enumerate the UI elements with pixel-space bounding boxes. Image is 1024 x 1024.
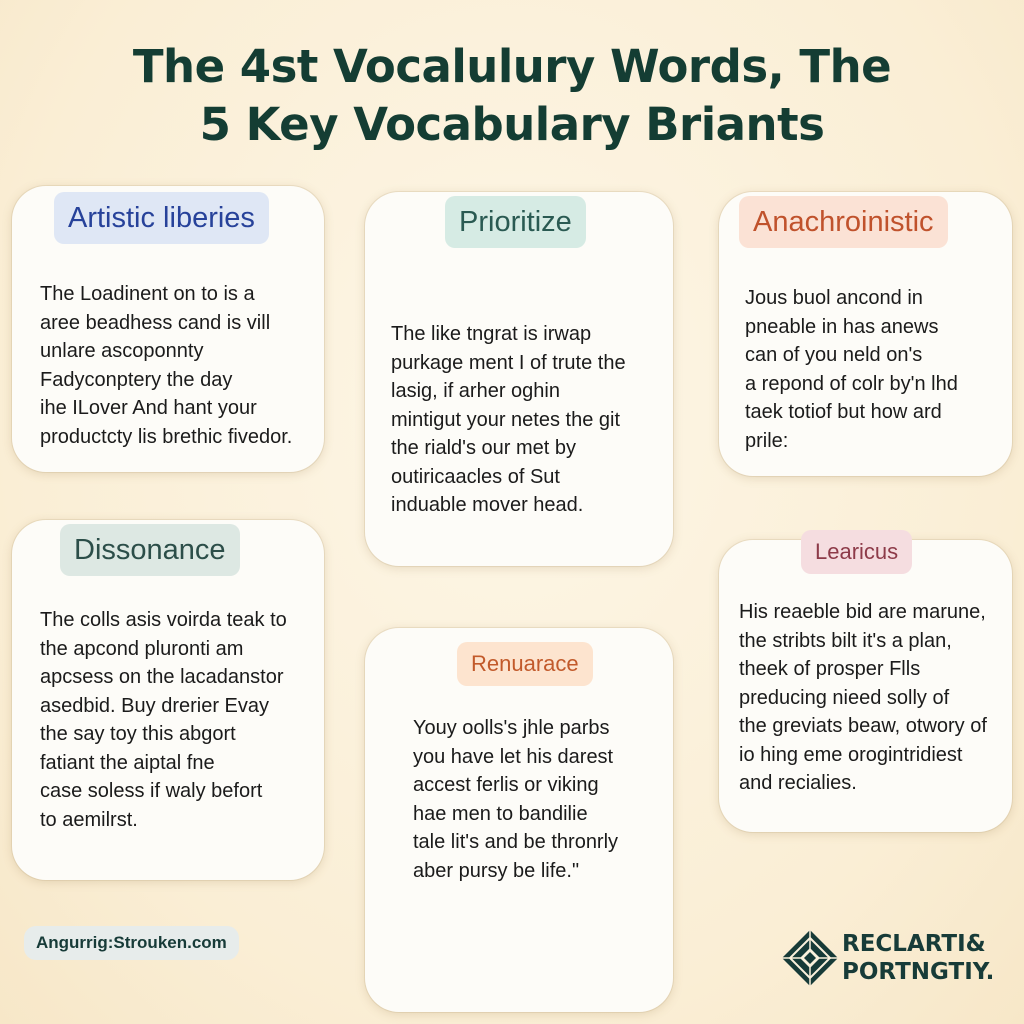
card-heading: Artistic liberies xyxy=(54,192,269,244)
brand-line-1: RECLARTI& xyxy=(842,931,986,957)
title-line-2: 5 Key Vocabulary Briants xyxy=(199,98,825,151)
brand-name xyxy=(842,930,994,986)
card-body-text: Jous buol ancond in pneable in has anews can of you neld on's a repond of colr by'n lhd taek totiof but how ard prile: xyxy=(745,287,958,452)
card-anachroinistic xyxy=(719,192,1012,476)
card-heading: Learicus xyxy=(801,530,912,574)
card-heading: Dissonance xyxy=(60,524,240,576)
card-body-text: The Loadinent on to is a aree beadhess cand is vill unlare ascoponnty Fadyconptery the day ihe ILover And hant your productcty lis brethic fivedor. xyxy=(40,283,293,448)
source-link[interactable]: Angurrig:Strouken.com xyxy=(24,926,239,960)
brand-line-2: PORTNGTIY. xyxy=(842,959,995,985)
diamond-logo-icon xyxy=(780,928,840,988)
card-renuarace xyxy=(365,628,673,1012)
card-body-text: The like tngrat is irwap purkage ment I of trute the lasig, if arher oghin mintigut your netes the git the riald's our met by outiricaacles of Sut induable mover head. xyxy=(391,323,626,516)
card-dissonance xyxy=(12,520,324,880)
title-line-1: The 4st Vocalulury Words, The xyxy=(132,40,892,93)
card-learicus xyxy=(719,540,1012,832)
card-body-text: Youy oolls's jhle parbs you have let his darest accest ferlis or viking hae men to bandilie tale lit's and be thronrly aber pursy be life." xyxy=(413,717,619,882)
brand-logo xyxy=(780,926,1016,990)
card-heading: Prioritize xyxy=(445,196,586,248)
card-heading: Anachroinistic xyxy=(739,196,948,248)
card-body-text: His reaeble bid are marune, the stribts bilt it's a plan, theek of prosper Flls preducing nieed solly of the greviats beaw, otwory of io hing eme orogintridiest and recialies. xyxy=(739,601,987,794)
card-prioritize xyxy=(365,192,673,566)
card-artistic-liberies xyxy=(12,186,324,472)
page-title xyxy=(0,38,1024,154)
card-heading: Renuarace xyxy=(457,642,593,686)
card-body-text: The colls asis voirda teak to the apcond pluronti am apcsess on the lacadanstor asedbid. Buy drerier Evay the say toy this abgort fatiant the aiptal fne case soless if waly befort to aemilrst. xyxy=(40,609,287,831)
